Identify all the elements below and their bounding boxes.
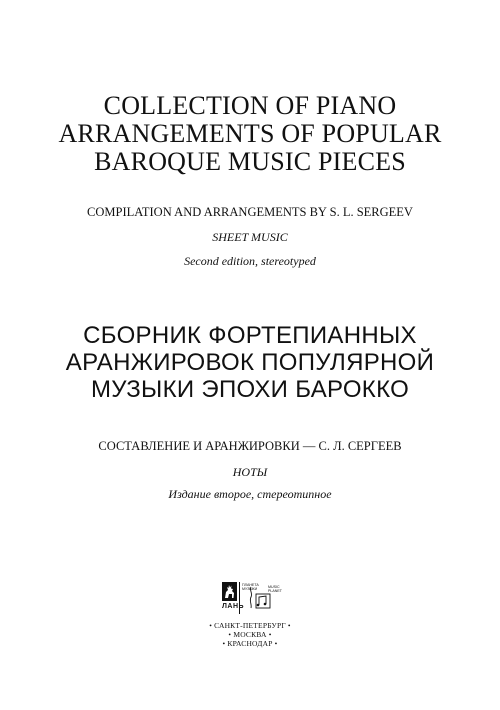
russian-credits: СОСТАВЛЕНИЕ И АРАНЖИРОВКИ — С. Л. СЕРГЕЕВ	[98, 439, 402, 453]
english-title-line-2: ARRANGEMENTS OF POPULAR	[58, 119, 442, 148]
city-line-3: • КРАСНОДАР •	[222, 639, 278, 648]
english-credits: COMPILATION AND ARRANGEMENTS BY S. L. SERGEEV	[87, 205, 413, 219]
publisher-logo	[221, 581, 282, 615]
city-line-1: • САНКТ-ПЕТЕРБУРГ •	[209, 621, 291, 630]
english-publication-type: SHEET MUSIC	[212, 230, 288, 244]
logo-brand: ЛАНЬ	[222, 603, 245, 610]
publisher-cities	[0, 621, 500, 648]
russian-edition-note: Издание второе, стереотипное	[168, 487, 332, 501]
english-edition-note: Second edition, stereotyped	[184, 254, 316, 268]
russian-title-line-2: АРАНЖИРОВОК ПОПУЛЯРНОЙ	[65, 349, 435, 376]
english-title-line-1: COLLECTION OF PIANO	[103, 91, 397, 120]
logo-text-line-1: ПЛАНЕТА	[242, 583, 259, 587]
english-title-line-3: BAROQUE MUSIC PIECES	[94, 147, 406, 176]
russian-title-line-3: МУЗЫКИ ЭПОХИ БАРОККО	[90, 376, 410, 403]
logo-music-text-1: MUSIC	[268, 585, 280, 589]
logo-text-line-2: МУЗЫКИ	[242, 587, 258, 591]
russian-title-line-1: СБОРНИК ФОРТЕПИАННЫХ	[83, 322, 417, 349]
city-line-2: • МОСКВА •	[228, 630, 272, 639]
russian-title	[0, 322, 500, 403]
russian-publication-type: НОТЫ	[232, 465, 268, 479]
english-title	[0, 92, 500, 176]
logo-music-text-2: PLANET	[268, 589, 282, 593]
